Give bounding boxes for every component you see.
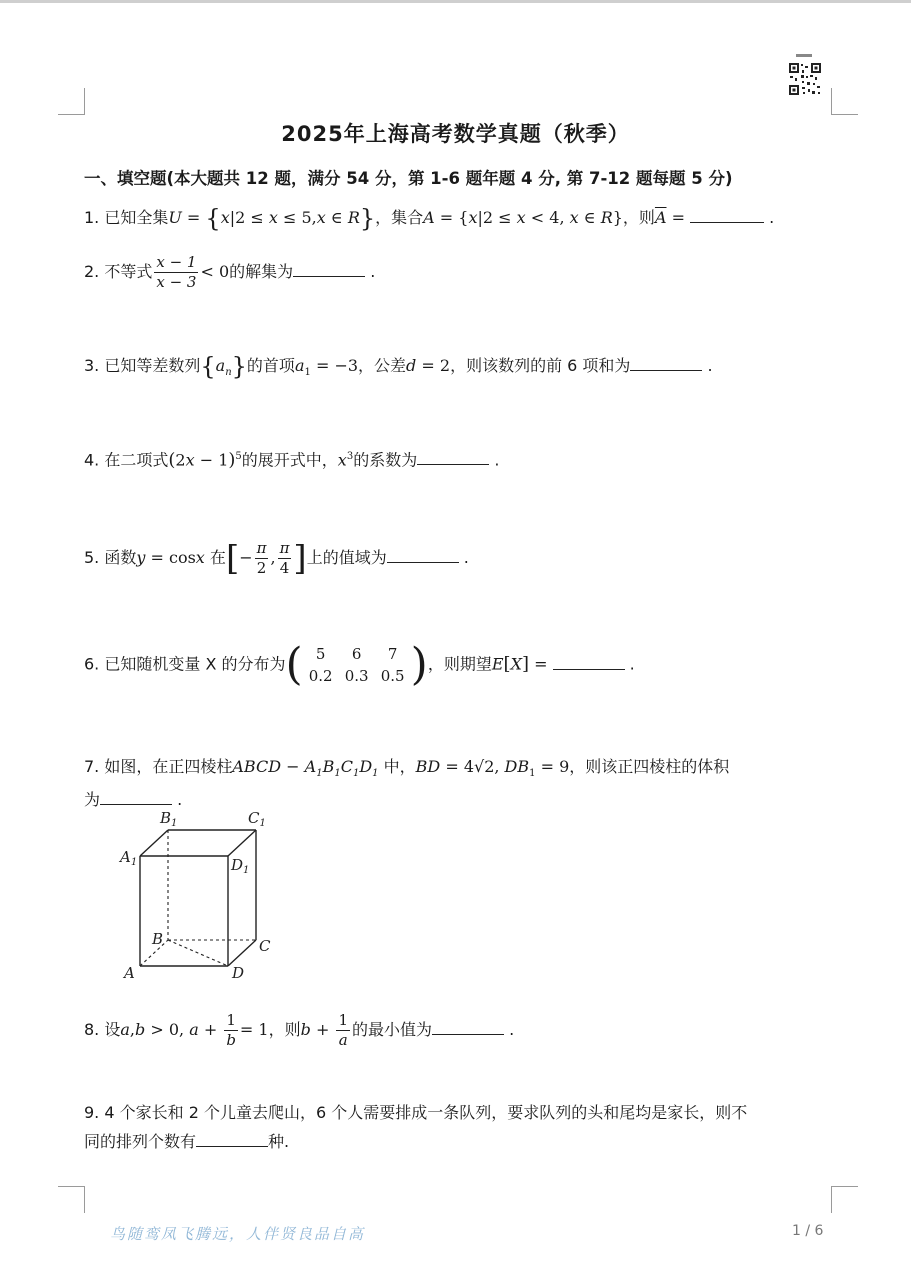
- question-3: 3. 已知等差数列$\{a_n\}$的首项$a_1 = -3$，公差d = 2，则该数列的前 6 项和为 .: [84, 352, 713, 381]
- crop-mark-bottom-right: [831, 1186, 858, 1213]
- matrix-cell: 0.3: [344, 667, 369, 685]
- q8-text-d: .: [509, 1020, 515, 1039]
- edge-a1-b1: [140, 830, 168, 856]
- matrix-cell: 7: [387, 645, 398, 663]
- q1-answer-blank[interactable]: [690, 221, 764, 223]
- qr-caption-mark: [796, 54, 812, 57]
- label-d: D: [232, 964, 245, 982]
- question-9-line-2: [84, 1131, 289, 1153]
- q6-answer-blank[interactable]: [553, 668, 625, 670]
- q5-text-d: .: [463, 548, 469, 567]
- crop-mark-top-left: [58, 88, 85, 115]
- label-a: A: [124, 964, 135, 982]
- matrix-cell: 5: [315, 645, 326, 663]
- page-number: 1 / 6: [792, 1223, 824, 1239]
- q1-text-c: ，则: [622, 208, 655, 227]
- q3-text-d: ，则该数列的前 6 项和为: [450, 356, 631, 375]
- label-b: B: [152, 930, 164, 948]
- question-6: 6. 已知随机变量 X 的分布为( 5 6 7 0.2 0.3 0.5 )，则期望E[X] = .: [84, 639, 635, 690]
- q7-text-b: 中，: [383, 757, 416, 776]
- q3-text-a: 3. 已知等差数列: [84, 356, 201, 375]
- q4-text-b: 的展开式中，: [241, 450, 338, 470]
- q4-text-c: 的系数为: [353, 450, 418, 470]
- page-title: 2025年上海高考数学真题（秋季）: [281, 122, 630, 146]
- q4-text-d: .: [494, 450, 500, 470]
- q5-text-a: 5. 函数: [84, 548, 137, 567]
- edge-b-d: [168, 940, 228, 966]
- q2-answer-blank[interactable]: [293, 275, 365, 277]
- label-c1: $C_1$: [248, 809, 266, 829]
- q7-text-d: .: [177, 790, 183, 809]
- q7-text-a: 7. 如图，在正四棱柱: [84, 757, 233, 776]
- label-c: C: [259, 937, 271, 955]
- label-b1: $B_1$: [160, 809, 178, 829]
- q8-text-c: 的最小值为: [351, 1020, 432, 1039]
- question-9: [84, 1102, 747, 1124]
- edge-c1-d1: [228, 830, 256, 856]
- q9-text-line2b: 种.: [268, 1132, 290, 1151]
- question-2: 2. 不等式 $\frac{x - 1}{x - 3}$ < 0的解集为 .: [84, 253, 376, 291]
- q4-answer-blank[interactable]: [417, 463, 489, 465]
- footer-slogan: 鸟随鸾凤飞腾远，人伴贤良品自高: [110, 1225, 366, 1243]
- q5-text-b: 在: [209, 548, 226, 567]
- q2-text-c: .: [370, 262, 376, 281]
- q1-text-b: ，集合: [375, 208, 424, 227]
- top-border: [0, 0, 911, 3]
- crop-mark-bottom-left: [58, 1186, 85, 1213]
- q1-text-a: 1. 已知全集: [84, 208, 169, 227]
- matrix-cell: 0.2: [308, 667, 333, 685]
- q2-text-a: 2. 不等式: [84, 262, 153, 281]
- question-5: 5. 函数y = cosx 在[− $\frac{\pi}{2}$ , $\frac{\pi}{4}$ ]上的值域为 .: [84, 538, 469, 579]
- q2-text-b: 的解集为: [229, 262, 294, 281]
- label-d1: $D_1$: [231, 856, 250, 876]
- q8-text-b: ，则: [268, 1020, 301, 1039]
- prism-figure: [116, 808, 296, 988]
- q3-text-c: ，公差: [358, 356, 407, 375]
- question-7: 7. 如图，在正四棱柱ABCD − $A_1B_1C_1D_1$ 中，BD = 4√2, $DB_1 = 9$，则该正四棱柱的体积: [84, 757, 730, 780]
- q3-answer-blank[interactable]: [630, 369, 702, 371]
- q9-text-line1: 9. 4 个家长和 2 个儿童去爬山，6 个人需要排成一条队列，要求队列的头和尾均是家长，则不: [84, 1103, 748, 1122]
- edge-d-c: [228, 940, 256, 966]
- q6-distribution-matrix: [303, 643, 411, 687]
- label-a1: $A_1$: [120, 848, 138, 868]
- q3-text-e: .: [707, 356, 713, 375]
- q8-answer-blank[interactable]: [432, 1033, 504, 1035]
- q7-text-c: ，则该正四棱柱的体积: [569, 757, 730, 776]
- q8-text-a: 8. 设: [84, 1020, 121, 1039]
- q6-text-c: .: [629, 654, 635, 674]
- q6-text-a: 6. 已知随机变量 X 的分布为: [84, 654, 286, 674]
- q5-answer-blank[interactable]: [387, 561, 459, 563]
- q1-text-d: .: [769, 208, 775, 227]
- q9-answer-blank[interactable]: [196, 1145, 268, 1147]
- q4-text-a: 4. 在二项式: [84, 450, 169, 470]
- question-1: 1. 已知全集U = {x|2 ≤ x ≤ 5,x ∈ R}，集合A = {x|2 ≤ x < 4, x ∈ R}，则$\overline{A}$ = .: [84, 204, 775, 233]
- q3-text-b: 的首项: [246, 356, 295, 375]
- q5-text-c: 上的值域为: [306, 548, 387, 567]
- q7-answer-blank[interactable]: [100, 803, 172, 805]
- matrix-cell: 6: [351, 645, 362, 663]
- question-4: 4. 在二项式$(2x - 1)^5$的展开式中，$x^3$的系数为 .: [84, 449, 500, 471]
- matrix-cell: 0.5: [380, 667, 405, 685]
- section-heading: 一、填空题(本大题共 12 题，满分 54 分，第 1-6 题年题 4 分, 第 7-12 题每题 5 分): [84, 169, 733, 188]
- q9-text-line2a: 同的排列个数有: [84, 1132, 197, 1151]
- q7-text-line2: 为: [84, 790, 101, 809]
- qr-code-icon: [788, 62, 822, 96]
- crop-mark-top-right: [831, 88, 858, 115]
- question-8: 8. 设a,b > 0, a + $\frac{1}{b}$ = 1，则b + $\frac{1}{a}$ 的最小值为 .: [84, 1011, 515, 1049]
- q6-text-b: ，则期望: [427, 654, 492, 674]
